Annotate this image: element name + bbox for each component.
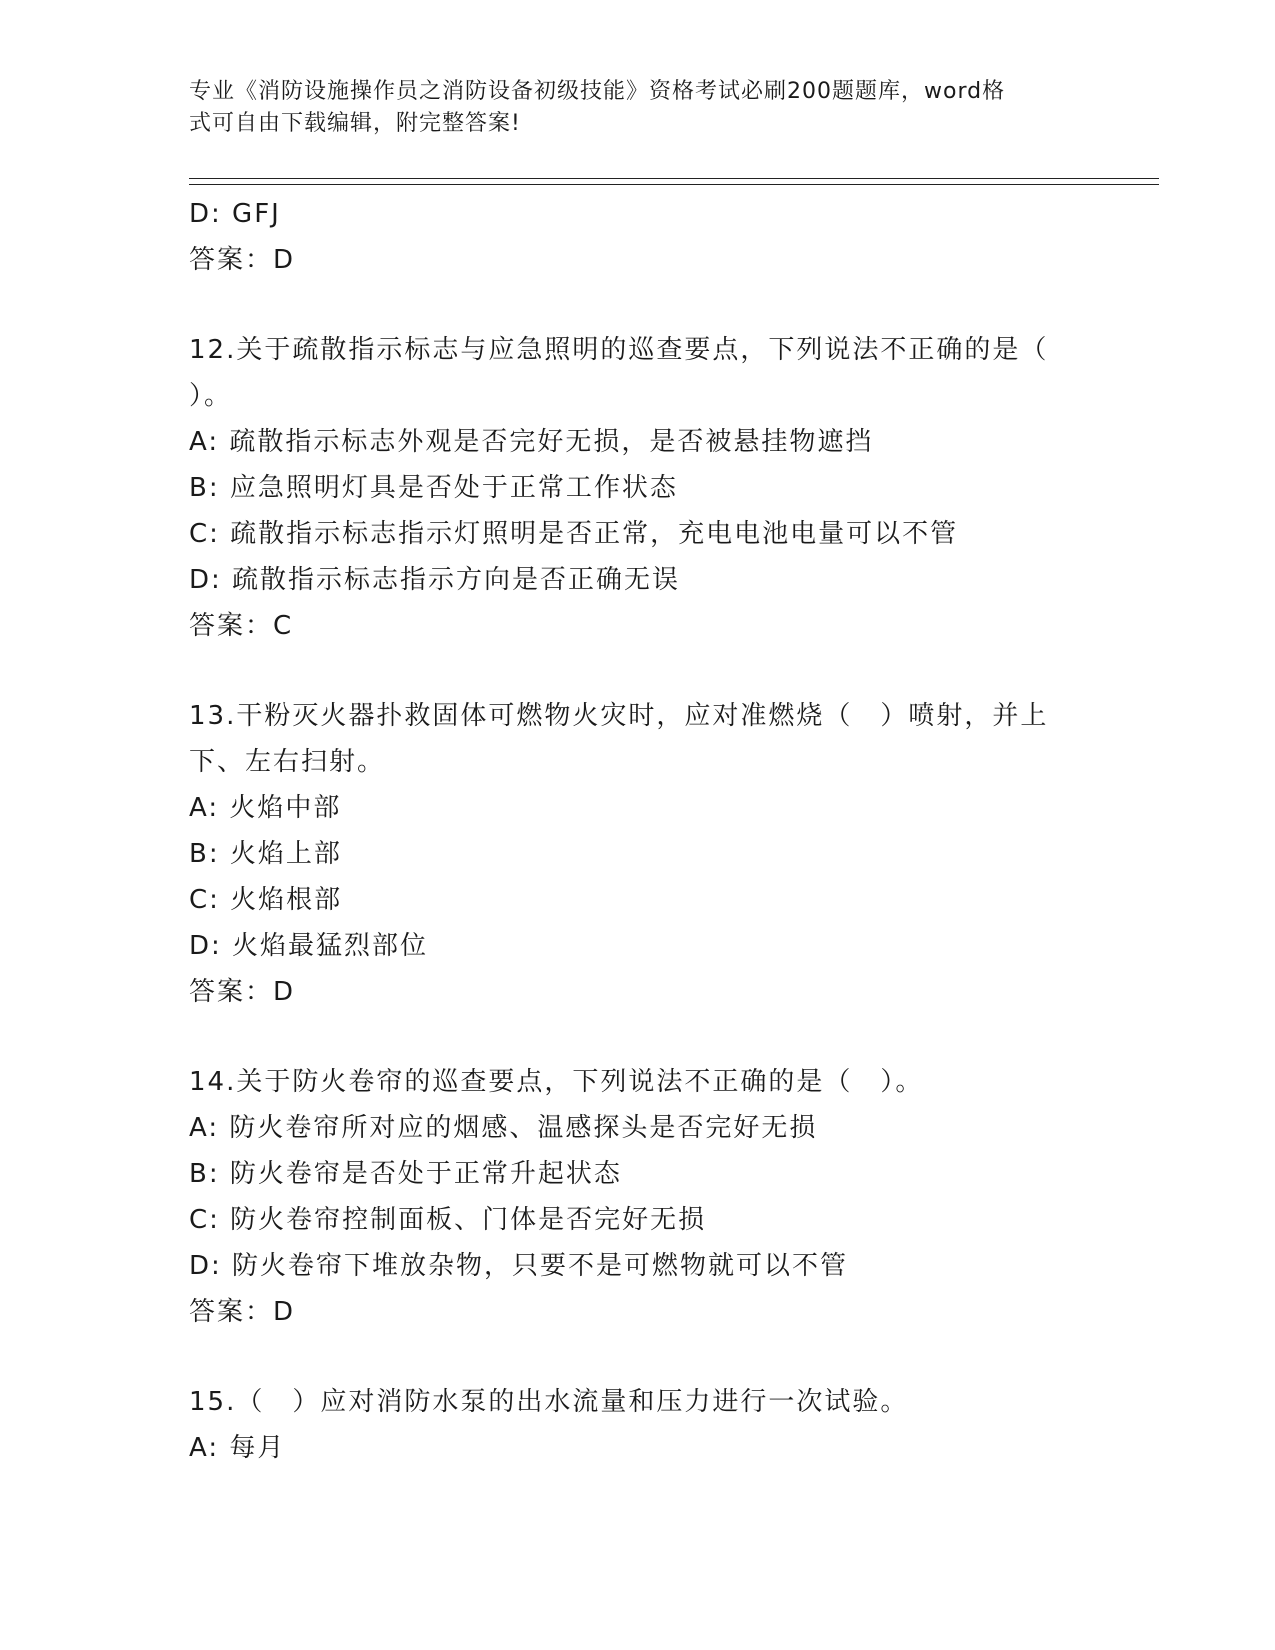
option-c: C: 防火卷帘控制面板、门体是否完好无损 [189,1205,707,1235]
previous-question-tail [189,191,1089,283]
question-stem-continued: 下、左右扫射。 [189,747,386,777]
question-stem: 12.关于疏散指示标志与应急照明的巡查要点，下列说法不正确的是（ [189,335,1049,365]
question-stem-continued: ）。 [189,381,233,411]
option-d: D: 防火卷帘下堆放杂物，只要不是可燃物就可以不管 [189,1251,849,1281]
header-line-2: 式可自由下载编辑，附完整答案! [189,111,521,136]
header-divider [189,178,1159,185]
question-stem: 15.（ ）应对消防水泵的出水流量和压力进行一次试验。 [189,1387,909,1417]
question-13 [189,693,1089,1015]
option-c: C: 火焰根部 [189,885,343,915]
document-header [189,76,1089,140]
option-d: D: 疏散指示标志指示方向是否正确无误 [189,565,681,595]
question-14 [189,1059,1089,1335]
answer-line: 答案：D [189,977,296,1007]
question-list [189,191,1089,1471]
option-b: B: 防火卷帘是否处于正常升起状态 [189,1159,622,1189]
option-a: A: 每月 [189,1433,286,1463]
option-b: B: 应急照明灯具是否处于正常工作状态 [189,473,678,503]
question-stem: 13.干粉灭火器扑救固体可燃物火灾时，应对准燃烧（ ）喷射，并上 [189,701,1049,731]
option-b: B: 火焰上部 [189,839,342,869]
option-d: D: GFJ [189,199,281,229]
option-a: A: 疏散指示标志外观是否完好无损，是否被悬挂物遮挡 [189,427,874,457]
question-12 [189,327,1089,649]
header-line-1: 专业《消防设施操作员之消防设备初级技能》资格考试必刷200题题库，word格 [189,79,1006,104]
option-c: C: 疏散指示标志指示灯照明是否正常，充电电池电量可以不管 [189,519,959,549]
option-a: A: 火焰中部 [189,793,342,823]
option-a: A: 防火卷帘所对应的烟感、温感探头是否完好无损 [189,1113,818,1143]
question-15 [189,1379,1089,1471]
answer-line: 答案：C [189,611,294,641]
option-d: D: 火焰最猛烈部位 [189,931,429,961]
answer-line: 答案：D [189,1297,296,1327]
question-stem: 14.关于防火卷帘的巡查要点，下列说法不正确的是（ ）。 [189,1067,924,1097]
answer-line: 答案：D [189,245,296,275]
